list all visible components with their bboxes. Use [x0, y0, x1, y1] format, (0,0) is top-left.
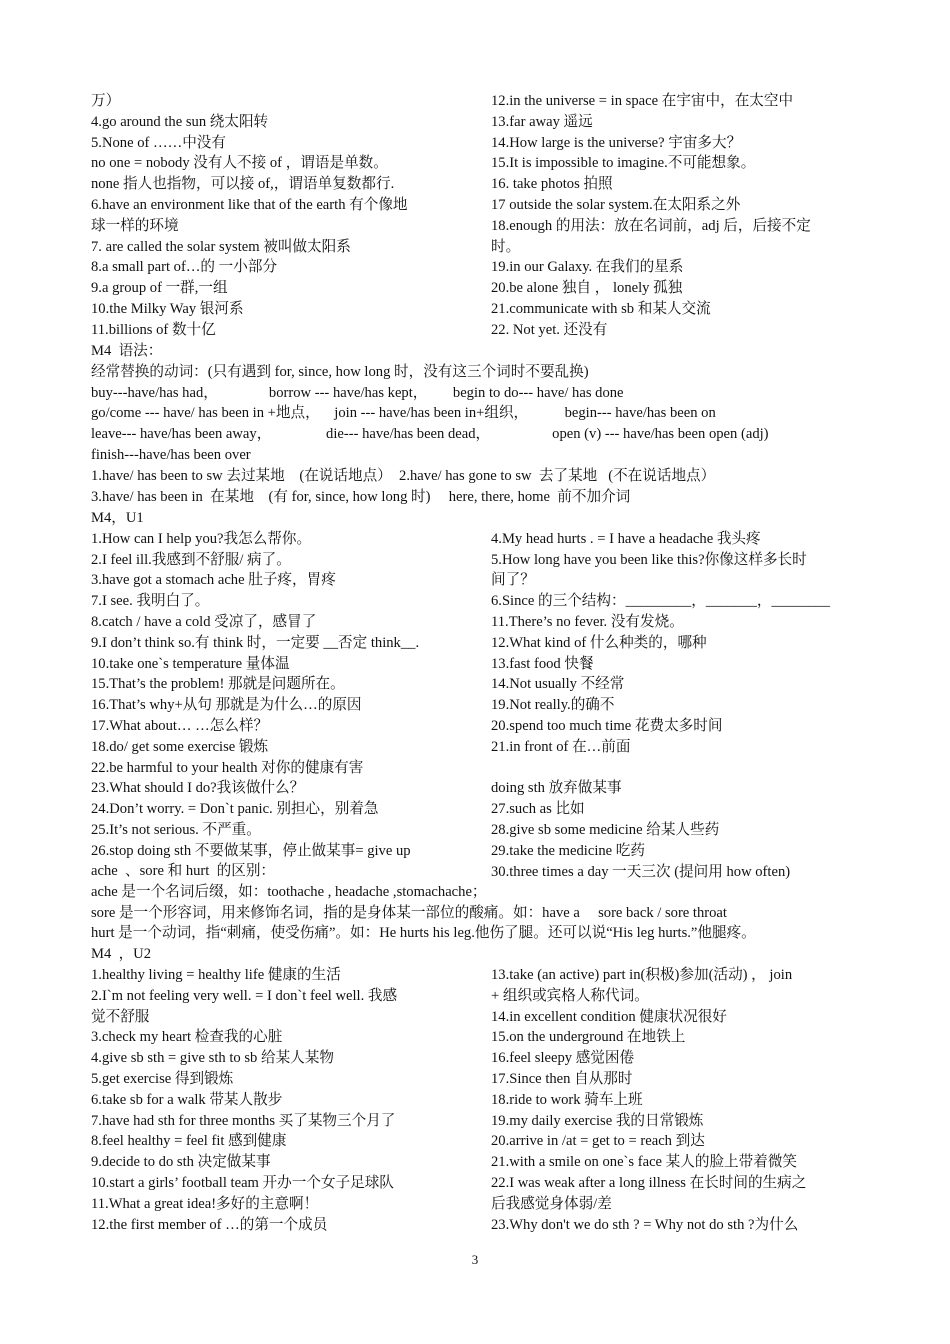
vocab-item-line: 11.There’s no fever. 没有发烧。: [491, 613, 684, 630]
vocab-item-line: 18.ride to work 骑车上班: [491, 1091, 643, 1108]
ache-sore-hurt-section: [91, 861, 863, 965]
vocab-item-line: 1.healthy living = healthy life 健康的生活: [91, 967, 341, 983]
vocab-item-line: none 指人也指物，可以接 of,，谓语单复数都行.: [91, 176, 395, 193]
grammar-line: leave--- have/has been away， die--- have/has been dead， open (v) --- have/has been open (adj): [91, 426, 769, 443]
vocab-item-line: 14.Not usually 不经常: [491, 676, 625, 693]
vocab-item-line: 27.such as 比如: [491, 801, 585, 818]
vocab-item-line: 12.the first member of …的第一个成员: [91, 1216, 328, 1233]
vocab-item-line: 23.Why don't we do sth ? = Why not do sth ?为什么: [491, 1216, 799, 1233]
vocab-item-line: 18.do/ get some exercise 锻炼: [91, 738, 269, 755]
vocab-item-line: 10.start a girls’ football team 开办一个女子足球队: [91, 1174, 394, 1191]
vocab-item-line: 7.have had sth for three months 买了某物三个月了: [91, 1112, 396, 1129]
vocab-item-line: 14.in excellent condition 健康状况很好: [491, 1008, 727, 1025]
vocab-item-line: 9.decide to do sth 决定做某事: [91, 1154, 271, 1171]
vocab-item-line: + 组织或宾格人称代词。: [491, 987, 649, 1004]
vocab-item-line: 16.feel sleepy 感觉困倦: [491, 1050, 635, 1067]
vocab-item-line: 21.in front of 在…前面: [491, 738, 631, 755]
vocab-item-line: 8.feel healthy = feel fit 感到健康: [91, 1133, 287, 1150]
vocab-item-line: 1.How can I help you?我怎么帮你。: [91, 530, 312, 547]
vocab-item-line: 26.stop doing sth 不要做某事，停止做某事= give up: [91, 842, 411, 859]
vocab-item-line: 10.take one`s temperature 量体温: [91, 655, 290, 672]
vocab-item-line: 时。: [491, 238, 521, 255]
vocab-item-line: 22.I was weak after a long illness 在长时间的生病之: [491, 1174, 807, 1191]
vocab-item-line: 22. Not yet. 还没有: [491, 321, 608, 338]
m3-right-column: [491, 91, 863, 341]
grammar-line: finish---have/has been over: [91, 446, 251, 463]
vocab-item-line: 13.take (an active) part in(积极)参加(活动) ， join: [491, 967, 793, 983]
vocab-item-line: 间了？: [491, 572, 535, 589]
m4-u1-left-column: [91, 508, 469, 862]
vocab-item-line: 15.It is impossible to imagine.不可能想象。: [491, 155, 756, 172]
grammar-line: buy---have/has had， borrow --- have/has kept， begin to do--- have/ has done: [91, 384, 624, 401]
m3-left-column: [91, 91, 469, 341]
vocab-item-line: 7.I see. 我明白了。: [91, 593, 210, 610]
vocab-item-line: 8.a small part of…的 一小部分: [91, 259, 278, 276]
vocab-item-line: 6.Since 的三个结构：_________，_______，________: [491, 593, 830, 610]
vocab-item-line: 5.None of ……中没有: [91, 134, 226, 151]
vocab-item-line: 18.enough 的用法：放在名词前，adj 后，后接不定: [491, 217, 811, 234]
m4-u1-right-column: [491, 508, 863, 882]
vocab-item-line: 15.That’s the problem! 那就是问题所在。: [91, 676, 345, 693]
page-number: 3: [471, 1252, 479, 1267]
vocab-item-line: 5.How long have you been like this?你像这样多长时: [491, 551, 807, 568]
vocab-item-line: 11.What a great idea!多好的主意啊！: [91, 1195, 319, 1212]
explanation-line: sore 是一个形容词，用来修饰名词，指的是身体某一部位的酸痛。如：have a sore back / sore throat: [91, 904, 727, 921]
vocab-item-line: 6.take sb for a walk 带某人散步: [91, 1091, 283, 1108]
vocab-item-line: 20.spend too much time 花费太多时间: [491, 717, 723, 734]
vocab-item-line: [491, 508, 863, 529]
m4-grammar-section: [91, 341, 863, 507]
vocab-item-line: 觉不舒服: [91, 1008, 150, 1025]
vocab-item-line: 2.I feel ill.我感到不舒服/ 病了。: [91, 551, 291, 568]
vocab-item-line: 6.have an environment like that of the earth 有个像地: [91, 196, 408, 213]
vocab-item-line: 13.fast food 快餐: [491, 655, 594, 672]
vocab-item-line: 19.Not really.的确不: [491, 697, 615, 714]
vocab-item-line: 13.far away 遥远: [491, 113, 593, 130]
vocab-item-line: 万）: [91, 93, 121, 109]
vocab-item-line: 17.What about… …怎么样？: [91, 717, 269, 734]
vocab-item-line: 3.have got a stomach ache 肚子疼，胃疼: [91, 572, 336, 589]
explanation-line: hurt 是一个动词，指“刺痛，使受伤痛”。如：He hurts his leg.他伤了腿。还可以说“His leg hurts.”他腿疼。: [91, 925, 756, 942]
vocab-item-line: 20.be alone 独自 ， lonely 孤独: [491, 280, 683, 297]
vocab-item-line: 12.What kind of 什么种类的，哪种: [491, 634, 707, 651]
vocab-item-line: 17 outside the solar system.在太阳系之外: [491, 196, 741, 213]
grammar-line: 经常替换的动词：(只有遇到 for, since, how long 时，没有这三个词时不要乱换): [91, 363, 589, 380]
m4-u2-left-column: [91, 965, 469, 1235]
explanation-line: ache 是一个名词后缀，如：toothache , headache ,stomachache；: [91, 883, 487, 900]
vocab-item-line: 球一样的环境: [91, 217, 179, 234]
vocab-item-line: 10.the Milky Way 银河系: [91, 300, 244, 317]
vocab-item-line: 14.How large is the universe? 宇宙多大？: [491, 134, 742, 151]
vocab-item-line: 20.arrive in /at = get to = reach 到达: [491, 1133, 705, 1150]
grammar-line: 1.have/ has been to sw 去过某地 (在说话地点） 2.have/ has gone to sw 去了某地 (不在说话地点）: [91, 467, 716, 484]
vocab-item-line: 19.my daily exercise 我的日常锻炼: [491, 1112, 704, 1129]
grammar-line: go/come --- have/ has been in +地点， join --- have/has been in+组织， begin--- have/has been on: [91, 405, 716, 422]
explanation-line: ache 、sore 和 hurt 的区别：: [91, 863, 276, 879]
vocab-item-line: no one = nobody 没有人不接 of ，谓语是单数。: [91, 155, 388, 172]
vocab-item-line: 4.go around the sun 绕太阳转: [91, 113, 269, 130]
vocab-item-line: 19.in our Galaxy. 在我们的星系: [491, 259, 684, 276]
vocab-item-line: 后我感觉身体弱/差: [491, 1195, 612, 1212]
vocab-item-line: 23.What should I do?我该做什么？: [91, 780, 305, 797]
vocab-item-line: 2.I`m not feeling very well. = I don`t feel well. 我感: [91, 987, 398, 1004]
vocab-item-line: [491, 758, 863, 779]
vocab-item-line: 16. take photos 拍照: [491, 176, 613, 193]
vocab-item-line: 30.three times a day 一天三次 (提问用 how often): [491, 863, 791, 880]
m4-u2-right-column: [491, 965, 863, 1235]
vocab-item-line: 17.Since then 自从那时: [491, 1070, 633, 1087]
explanation-line: M4 ，U2: [91, 946, 151, 963]
vocab-item-line: 21.communicate with sb 和某人交流: [491, 300, 711, 317]
vocab-item-line: 16.That’s why+从句 那就是为什么…的原因: [91, 697, 362, 714]
vocab-item-line: M4，U1: [91, 510, 144, 526]
vocab-item-line: 9.a group of 一群,一组: [91, 280, 228, 297]
vocab-item-line: 11.billions of 数十亿: [91, 321, 216, 338]
vocab-item-line: 12.in the universe = in space 在宇宙中，在太空中: [491, 93, 794, 109]
vocab-item-line: 8.catch / have a cold 受凉了，感冒了: [91, 613, 317, 630]
vocab-item-line: 5.get exercise 得到锻炼: [91, 1070, 234, 1087]
vocab-item-line: 24.Don’t worry. = Don`t panic. 别担心，别着急: [91, 801, 379, 818]
grammar-line: M4 语法：: [91, 343, 163, 359]
vocab-item-line: 9.I don’t think so.有 think 时，一定要 __否定 think__.: [91, 634, 420, 651]
vocab-item-line: 22.be harmful to your health 对你的健康有害: [91, 759, 364, 776]
grammar-line: 3.have/ has been in 在某地 (有 for, since, how long 时) here, there, home 前不加介词: [91, 488, 631, 505]
vocab-item-line: 4.My head hurts . = I have a headache 我头疼: [491, 530, 761, 547]
vocab-item-line: 7. are called the solar system 被叫做太阳系: [91, 238, 351, 255]
vocab-item-line: 15.on the underground 在地铁上: [491, 1029, 686, 1046]
vocab-item-line: 3.check my heart 检查我的心脏: [91, 1029, 283, 1046]
vocab-item-line: doing sth 放弃做某事: [491, 780, 622, 797]
vocab-item-line: 4.give sb sth = give sth to sb 给某人某物: [91, 1050, 334, 1067]
vocab-item-line: 21.with a smile on one`s face 某人的脸上带着微笑: [491, 1154, 798, 1171]
vocab-item-line: 29.take the medicine 吃药: [491, 842, 645, 859]
vocab-item-line: 28.give sb some medicine 给某人些药: [491, 821, 720, 838]
vocab-item-line: 25.It’s not serious. 不严重。: [91, 821, 261, 838]
